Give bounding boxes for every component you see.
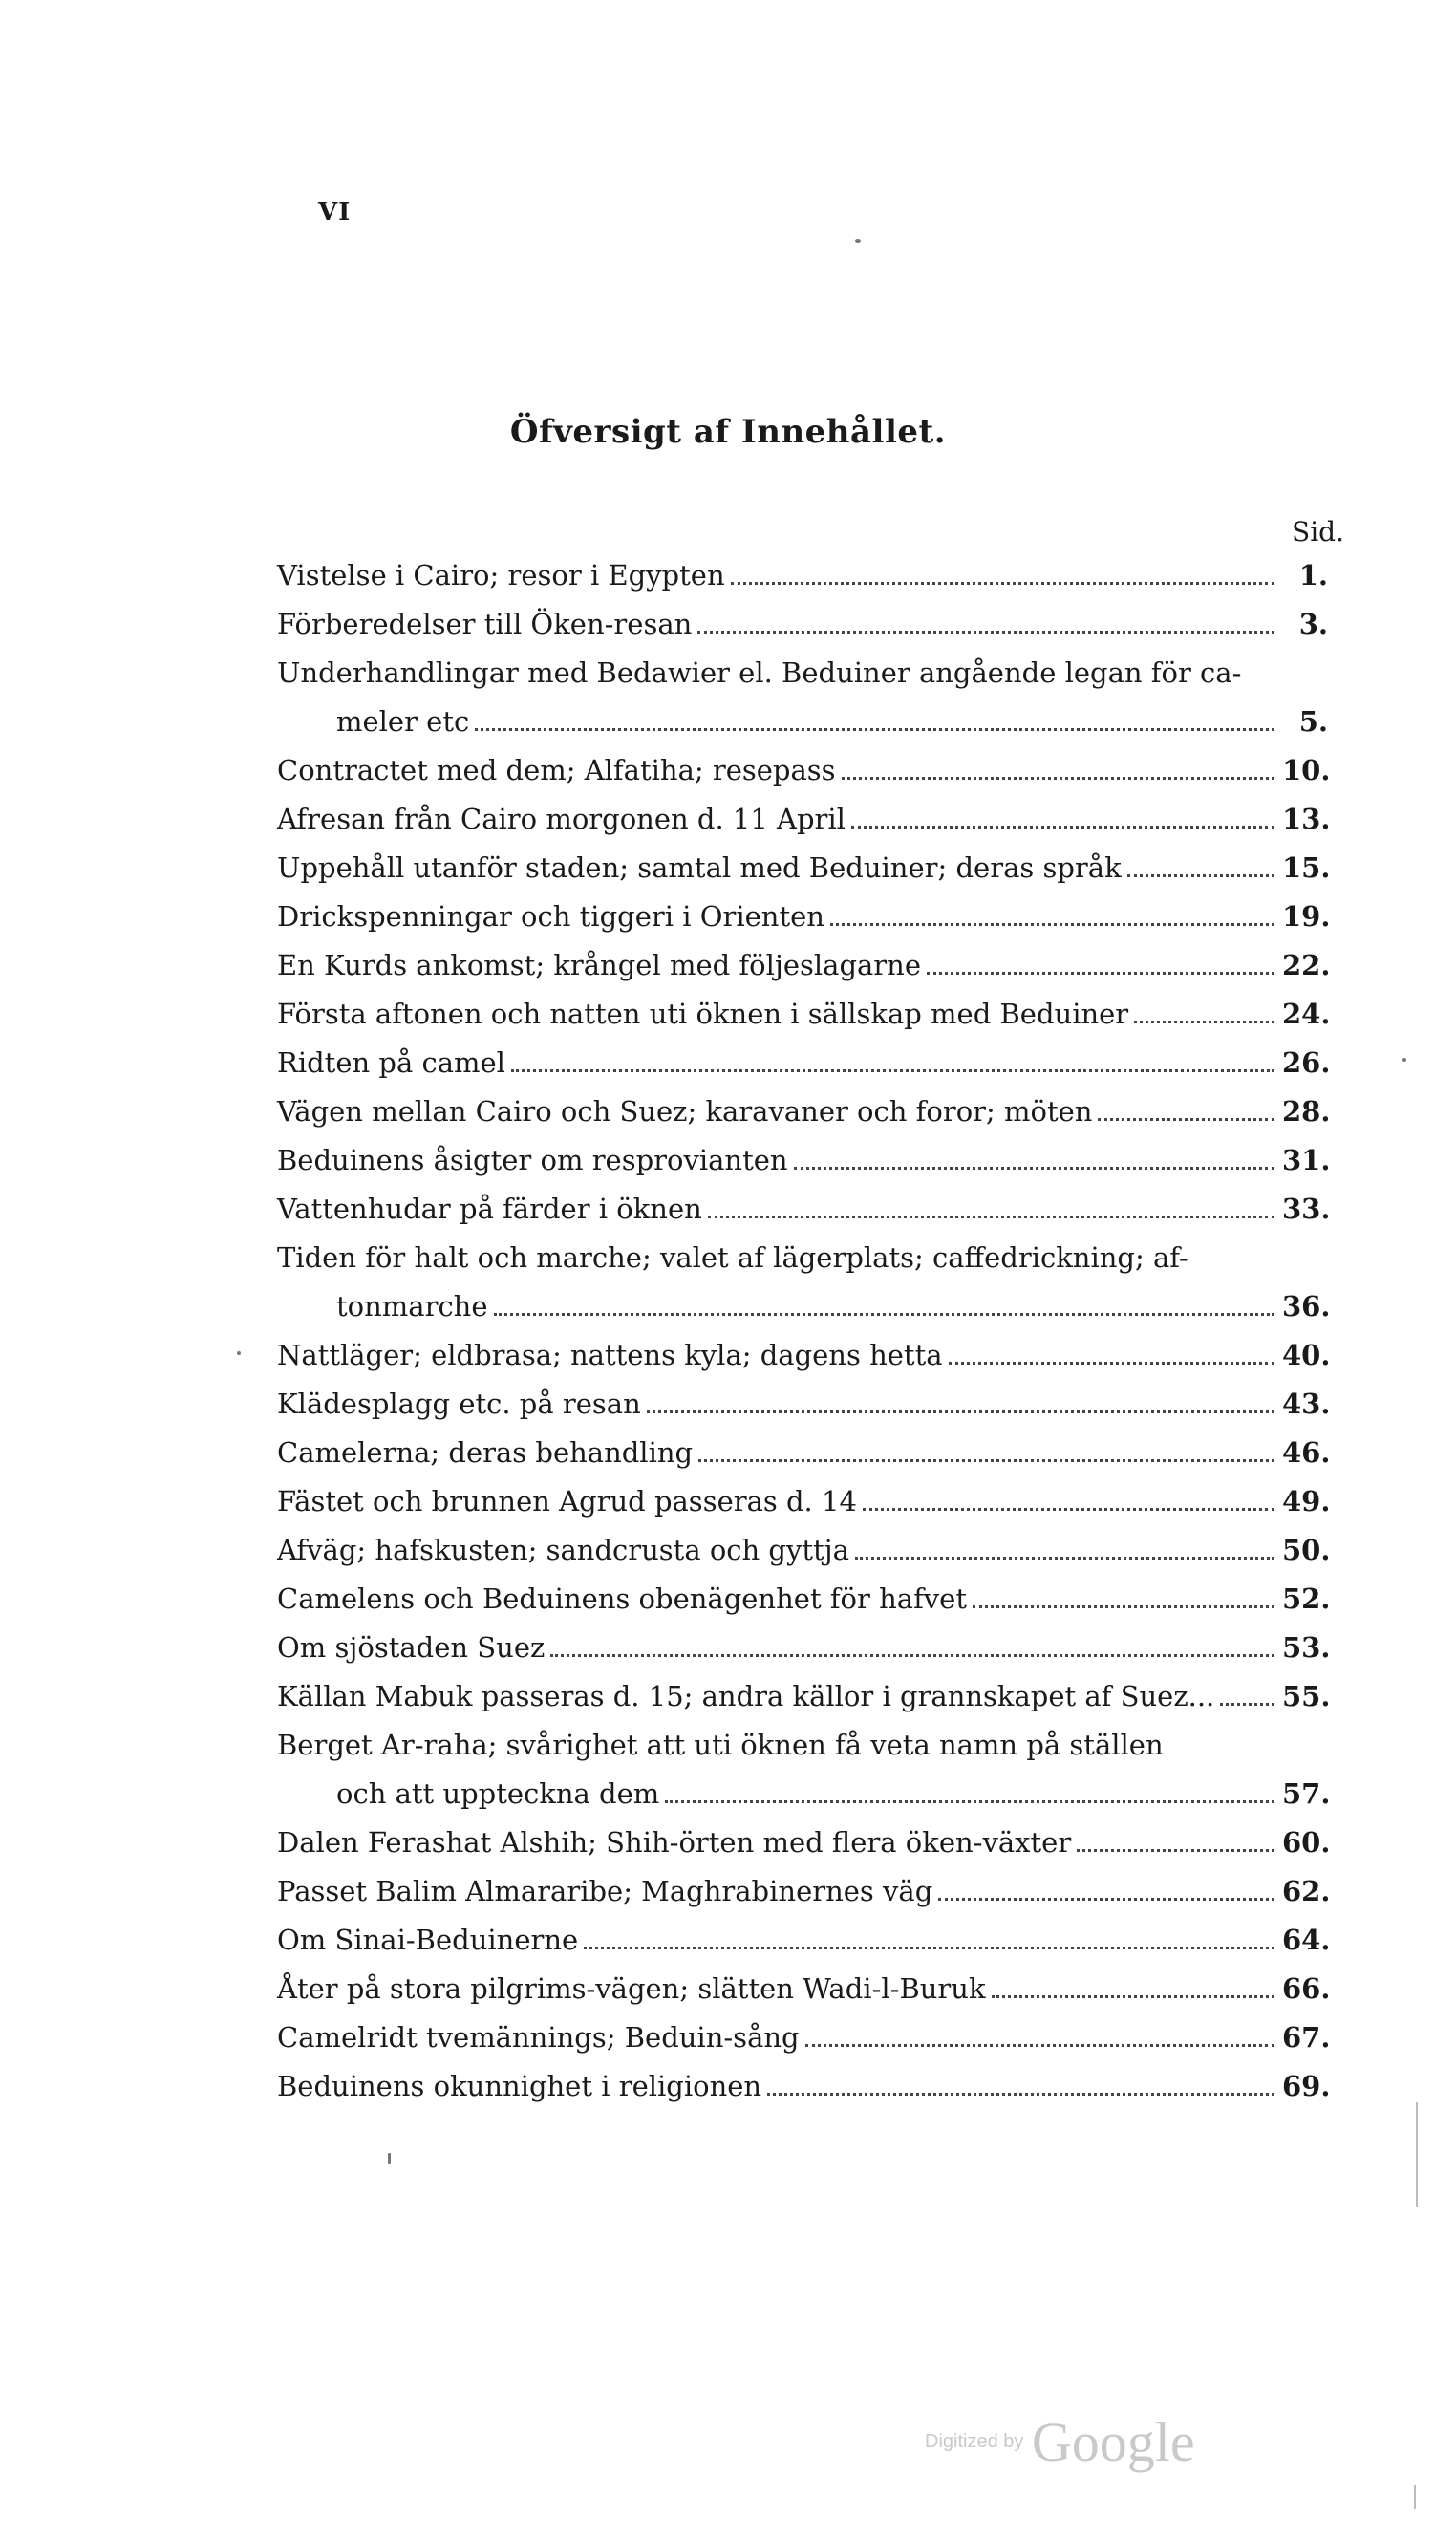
dot-leader bbox=[842, 777, 1274, 780]
dot-leader bbox=[927, 972, 1274, 975]
toc-entry-title: Camelerna; deras behandling bbox=[277, 1436, 694, 1469]
toc-entry bbox=[277, 1185, 1331, 1234]
dot-leader bbox=[1077, 1849, 1274, 1852]
toc-entry-page: 22. bbox=[1282, 949, 1331, 981]
toc-entry-title: Klädesplagg etc. på resan bbox=[277, 1388, 641, 1420]
scan-speck bbox=[237, 1351, 241, 1355]
toc-entry bbox=[277, 1087, 1331, 1136]
toc-entry-title: Nattläger; eldbrasa; nattens kyla; dagens hetta bbox=[277, 1339, 943, 1371]
toc-entry-page: 10. bbox=[1282, 754, 1331, 786]
toc-entry-title: Vistelse i Cairo; resor i Egypten bbox=[277, 559, 725, 592]
watermark-logo-text: Google bbox=[1031, 2411, 1195, 2473]
toc-entry-title: Drickspenningar och tiggeri i Orienten bbox=[277, 900, 824, 933]
dot-leader bbox=[851, 826, 1274, 829]
toc-entry-page: 50. bbox=[1282, 1534, 1331, 1566]
page-number: VI bbox=[318, 198, 352, 226]
dot-leader bbox=[1098, 1118, 1274, 1121]
toc-entry-page: 46. bbox=[1282, 1436, 1331, 1469]
toc-entry-title: Beduinens åsigter om resprovianten bbox=[277, 1144, 788, 1176]
toc-entry-page: 1. bbox=[1298, 559, 1328, 592]
toc-entry-page: 60. bbox=[1282, 1826, 1331, 1859]
scan-speck bbox=[1402, 1058, 1406, 1062]
dot-leader bbox=[830, 923, 1274, 926]
toc-entry-title: Afväg; hafskusten; sandcrusta och gyttja bbox=[277, 1534, 849, 1566]
dot-leader bbox=[550, 1654, 1274, 1657]
toc-entry-title: Vattenhudar på färder i öknen bbox=[277, 1193, 702, 1225]
toc-entry bbox=[277, 1526, 1331, 1575]
toc-entry-page: 69. bbox=[1282, 2070, 1331, 2102]
toc-entry bbox=[277, 1819, 1331, 1867]
toc-entry-continuation bbox=[277, 698, 1328, 746]
toc-entry-title: Beduinens okunnighet i religionen bbox=[277, 2070, 762, 2102]
toc-entry-title: Källan Mabuk passeras d. 15; andra källor i grannskapet af Suez... bbox=[277, 1680, 1215, 1712]
dot-leader bbox=[863, 1508, 1274, 1511]
dot-leader bbox=[794, 1167, 1274, 1170]
toc-entry-title: Camelens och Beduinens obenägenhet för hafvet bbox=[277, 1582, 967, 1615]
toc-entry-page: 67. bbox=[1282, 2021, 1331, 2054]
toc-entry-page: 33. bbox=[1282, 1193, 1331, 1225]
dot-leader bbox=[697, 631, 1274, 634]
dot-leader bbox=[805, 2044, 1274, 2047]
toc-entry bbox=[277, 1721, 1328, 1770]
dot-leader bbox=[767, 2093, 1274, 2096]
toc-entry-page: 66. bbox=[1282, 1972, 1331, 2005]
scan-edge-mark bbox=[1416, 2102, 1418, 2207]
toc-entry bbox=[277, 1136, 1331, 1185]
toc-entry-page: 49. bbox=[1282, 1485, 1331, 1518]
toc-entry bbox=[277, 649, 1328, 698]
toc-entry-page: 55. bbox=[1282, 1680, 1331, 1712]
toc-entry-page: 13. bbox=[1282, 803, 1331, 835]
toc-entry-title: Ridten på camel bbox=[277, 1046, 505, 1079]
toc-entry-page: 24. bbox=[1282, 998, 1331, 1030]
dot-leader bbox=[698, 1459, 1274, 1462]
toc-entry bbox=[277, 795, 1331, 844]
dot-leader bbox=[855, 1557, 1274, 1560]
dot-leader bbox=[1134, 1021, 1274, 1023]
toc-entry-page: 36. bbox=[1282, 1290, 1331, 1323]
toc-entry-continuation bbox=[277, 1282, 1331, 1331]
toc-entry-title: Uppehåll utanför staden; samtal med Beduiner; deras språk bbox=[277, 851, 1122, 884]
dot-leader bbox=[731, 582, 1274, 585]
toc-entry bbox=[277, 1331, 1331, 1380]
toc-entry-title: Berget Ar-raha; svårighet att uti öknen få veta namn på ställen bbox=[277, 1729, 1164, 1761]
toc-entry-title: Underhandlingar med Bedawier el. Beduiner angående legan för ca- bbox=[277, 657, 1242, 689]
dot-leader bbox=[475, 728, 1274, 731]
toc-entry-title: Förberedelser till Öken-resan bbox=[277, 608, 693, 640]
toc-entry-title-continued: och att uppteckna dem bbox=[336, 1777, 660, 1810]
toc-entry bbox=[277, 893, 1331, 941]
toc-entry-page: 40. bbox=[1282, 1339, 1331, 1371]
toc-entry-page: 19. bbox=[1282, 900, 1331, 933]
toc-entry-page: 3. bbox=[1298, 608, 1328, 640]
toc-entry-title: Åter på stora pilgrims-vägen; slätten Wadi-l-Buruk bbox=[277, 1972, 986, 2005]
toc-entry-page: 62. bbox=[1282, 1875, 1331, 1907]
dot-leader bbox=[511, 1069, 1274, 1072]
scan-edge-mark bbox=[1414, 2485, 1416, 2509]
toc-entry-page: 15. bbox=[1282, 851, 1331, 884]
toc-entry-title: Dalen Ferashat Alshih; Shih-örten med flera öken-växter bbox=[277, 1826, 1072, 1859]
toc-entry-title: Afresan från Cairo morgonen d. 11 April bbox=[277, 803, 846, 835]
toc-entry-continuation bbox=[277, 1770, 1331, 1819]
toc-entry bbox=[277, 2013, 1331, 2062]
dot-leader bbox=[992, 1995, 1274, 1998]
dot-leader bbox=[647, 1410, 1274, 1413]
dot-leader bbox=[1220, 1703, 1274, 1706]
toc-entry bbox=[277, 2062, 1331, 2111]
toc-entry-title: Tiden för halt och marche; valet af lägerplats; caffedrickning; af- bbox=[277, 1241, 1188, 1274]
toc-entry-page: 28. bbox=[1282, 1095, 1331, 1128]
table-of-contents bbox=[277, 551, 1331, 2111]
toc-entry-title: Första aftonen och natten uti öknen i sällskap med Beduiner bbox=[277, 998, 1129, 1030]
toc-entry-page: 26. bbox=[1282, 1046, 1331, 1079]
toc-entry-page: 64. bbox=[1282, 1924, 1331, 1956]
toc-entry-page: 5. bbox=[1298, 705, 1328, 738]
toc-entry bbox=[277, 990, 1331, 1039]
toc-entry-title-continued: meler etc bbox=[336, 705, 470, 738]
toc-entry bbox=[277, 941, 1331, 990]
toc-entry-page: 43. bbox=[1282, 1388, 1331, 1420]
page-title: Öfversigt af Innehållet. bbox=[509, 413, 947, 451]
toc-entry bbox=[277, 1477, 1331, 1526]
toc-entry-title: Passet Balim Almararibe; Maghrabinernes väg bbox=[277, 1875, 933, 1907]
toc-entry-title: Fästet och brunnen Agrud passeras d. 14 bbox=[277, 1485, 857, 1518]
toc-entry bbox=[277, 1672, 1331, 1721]
toc-entry bbox=[277, 551, 1328, 600]
toc-entry-title: Vägen mellan Cairo och Suez; karavaner och foror; möten bbox=[277, 1095, 1093, 1128]
dot-leader bbox=[949, 1362, 1274, 1365]
toc-entry-title: Camelridt tvemännings; Beduin-sång bbox=[277, 2021, 800, 2054]
dot-leader bbox=[584, 1947, 1274, 1949]
page-column-header: Sid. bbox=[1292, 516, 1344, 548]
toc-entry bbox=[277, 1867, 1331, 1916]
toc-entry bbox=[277, 1965, 1331, 2013]
toc-entry-page: 31. bbox=[1282, 1144, 1331, 1176]
toc-entry-title: Om sjöstaden Suez bbox=[277, 1631, 546, 1664]
toc-entry-page: 57. bbox=[1282, 1777, 1331, 1810]
toc-entry bbox=[277, 1575, 1331, 1624]
toc-entry bbox=[277, 600, 1328, 649]
toc-entry-title: En Kurds ankomst; krångel med följeslagarne bbox=[277, 949, 922, 981]
toc-entry bbox=[277, 1916, 1331, 1965]
toc-entry bbox=[277, 1624, 1331, 1672]
dot-leader bbox=[938, 1898, 1274, 1901]
dot-leader bbox=[494, 1313, 1274, 1316]
toc-entry bbox=[277, 844, 1331, 893]
toc-entry-title: Contractet med dem; Alfatiha; resepass bbox=[277, 754, 836, 786]
toc-entry-page: 52. bbox=[1282, 1582, 1331, 1615]
toc-entry-title-continued: tonmarche bbox=[336, 1290, 488, 1323]
toc-entry bbox=[277, 1234, 1328, 1282]
digitized-by-google-watermark bbox=[925, 2410, 1195, 2474]
dot-leader bbox=[1127, 874, 1274, 877]
scan-speck bbox=[855, 239, 861, 243]
toc-entry-title: Om Sinai-Beduinerne bbox=[277, 1924, 579, 1956]
dot-leader bbox=[973, 1605, 1274, 1608]
watermark-small-text: Digitized by bbox=[925, 2431, 1024, 2452]
toc-entry bbox=[277, 1429, 1331, 1477]
dot-leader bbox=[665, 1800, 1274, 1803]
scan-speck bbox=[388, 2153, 391, 2164]
toc-entry bbox=[277, 1039, 1331, 1087]
toc-entry-page: 53. bbox=[1282, 1631, 1331, 1664]
toc-entry bbox=[277, 1380, 1331, 1429]
toc-entry bbox=[277, 746, 1331, 795]
dot-leader bbox=[708, 1216, 1274, 1218]
